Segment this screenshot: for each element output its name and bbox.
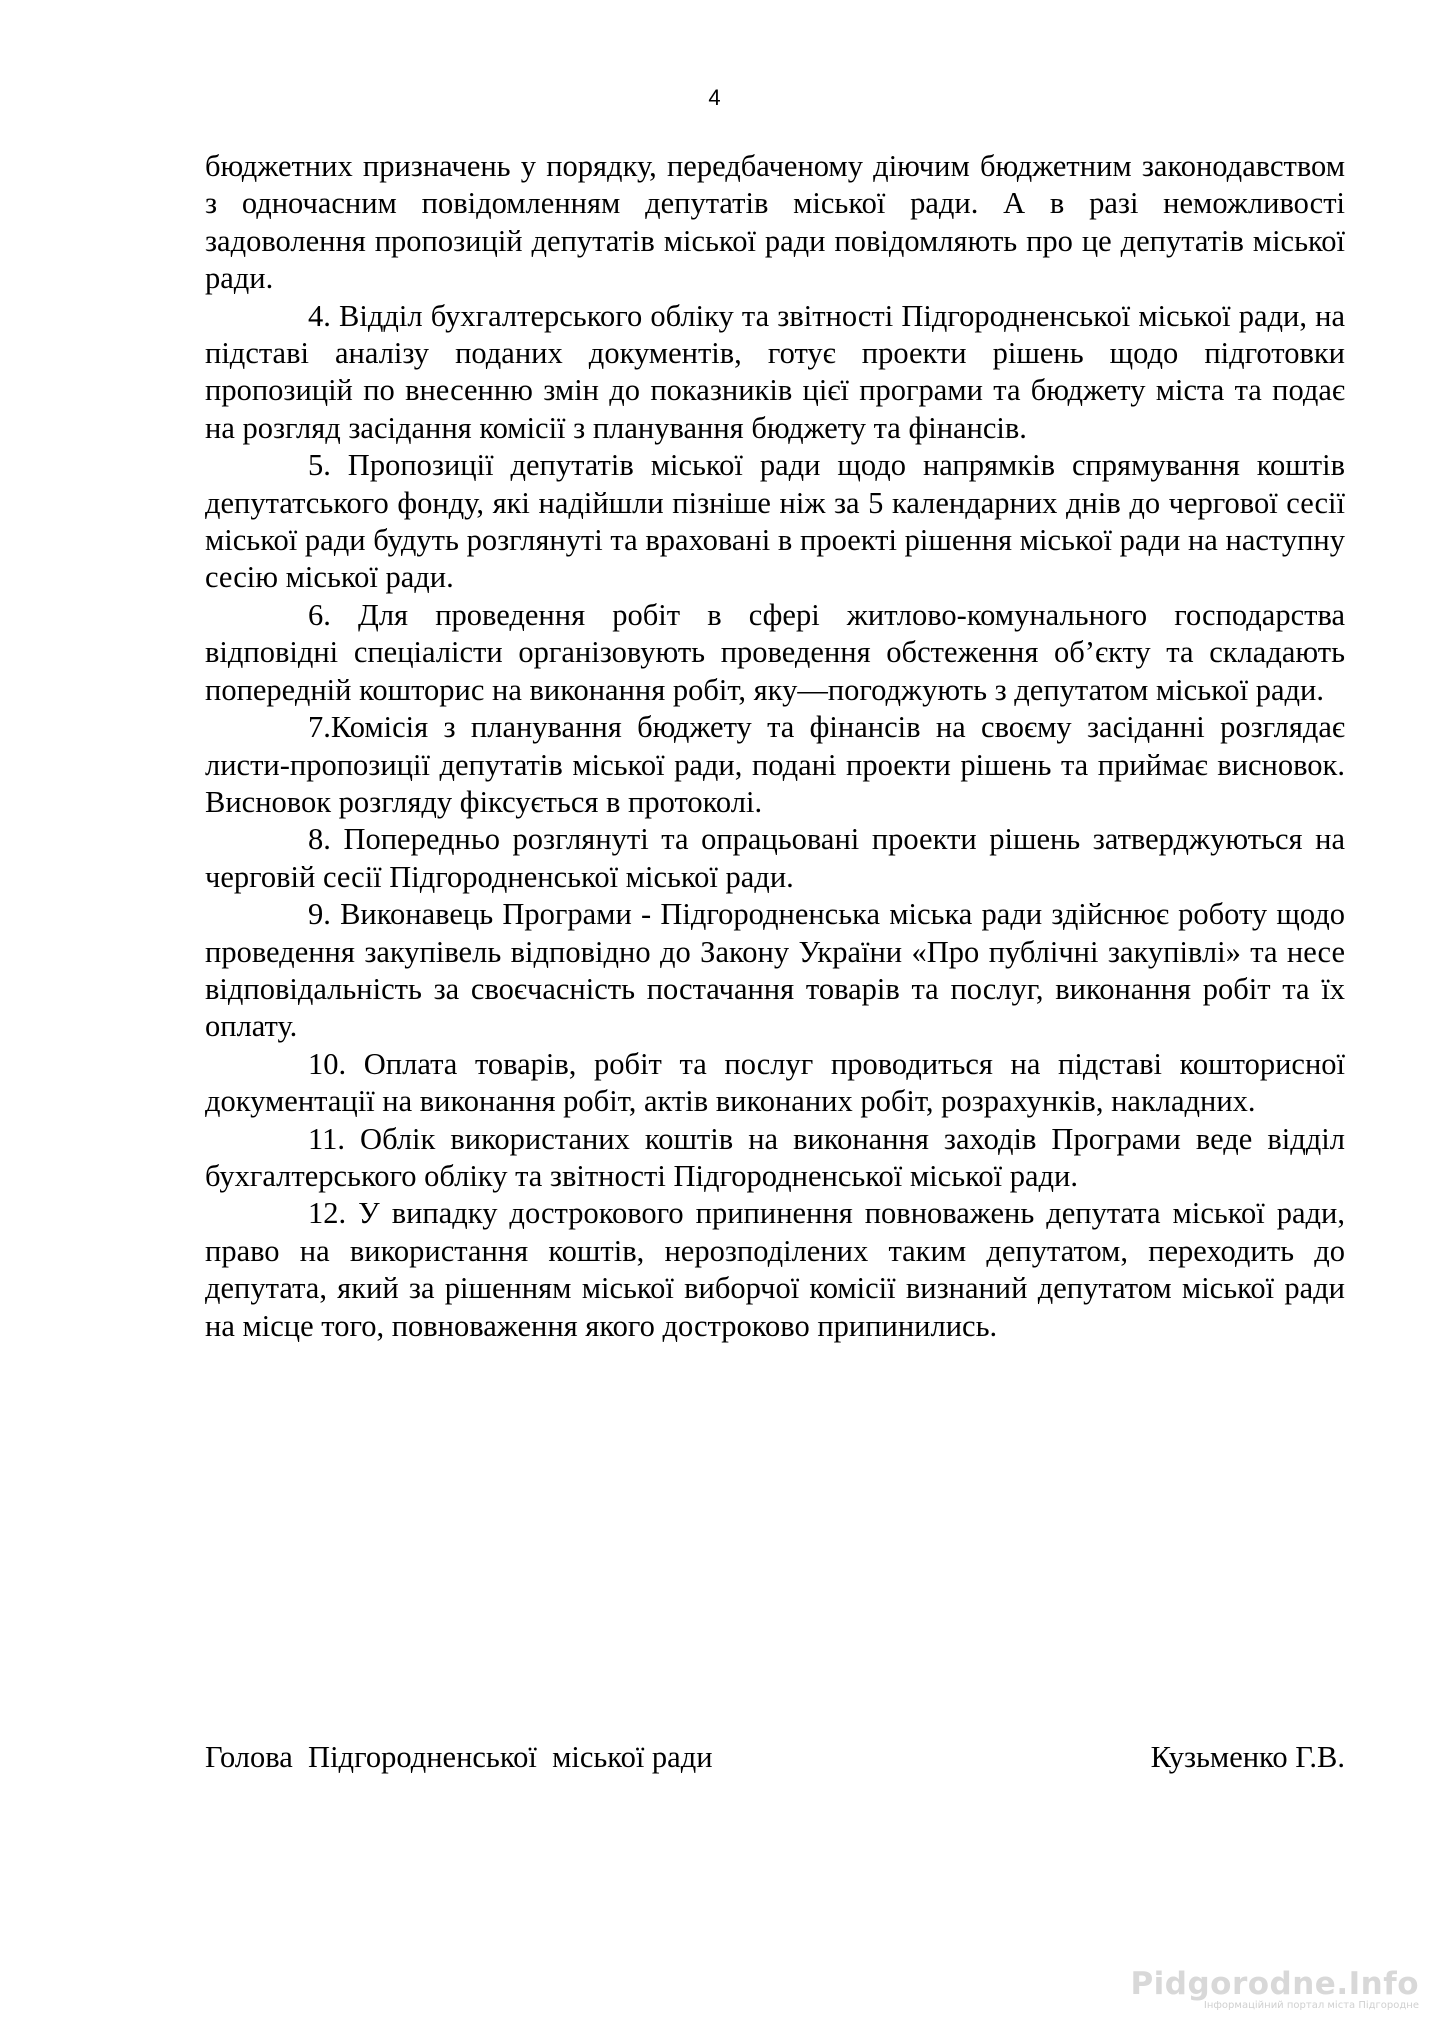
signatory-name: Кузьменко Г.В.	[1150, 1740, 1345, 1774]
paragraph-item-8: 8. Попередньо розглянуті та опрацьовані проекти рішень затверджуються на черговій сесії Підгородненської міської ради.	[205, 822, 1345, 894]
paragraph-item-5: 5. Пропозиції депутатів міської ради щодо напрямків спрямування коштів депутатського фонду, які надійшли пізніше ніж за 5 календарних днів до чергової сесії міської ради будуть розглянуті та враховані в проекті рішення міської ради на наступну сесію міської ради.	[205, 448, 1345, 595]
paragraph-item-9: 9. Виконавець Програми - Підгородненська міська ради здійснює роботу щодо проведення закупівель відповідно до Закону України «Про публічні закупівлі» та несе відповідальність за своєчасність постачання товарів та послуг, виконання робіт та їх оплату.	[205, 897, 1345, 1044]
paragraph-item-10: 10. Оплата товарів, робіт та послуг проводиться на підставі кошторисної документації на виконання робіт, актів виконаних робіт, розрахунків, накладних.	[205, 1046, 1345, 1119]
page-number: 4	[708, 85, 721, 110]
watermark-site-name: Pidgorodne.Info	[1130, 1966, 1419, 2002]
signatory-position: Голова Підгородненської міської ради	[205, 1740, 713, 1774]
site-watermark	[1130, 1968, 1419, 2012]
paragraph-continuation: бюджетних призначень у порядку, передбаченому діючим бюджетним законодавством з одночасним повідомленням депутатів міської ради. А в разі неможливості задоволення пропозицій депутатів міської ради повідомляють про це депутатів міської ради.	[205, 149, 1345, 296]
watermark-tagline: Інформаційний портал міста Підгородне	[1203, 2000, 1419, 2011]
document-body	[205, 148, 1345, 1345]
paragraph-item-11: 11. Облік використаних коштів на виконання заходів Програми веде відділ бухгалтерського обліку та звітності Підгородненської міської ради.	[205, 1121, 1345, 1193]
paragraph-item-6: 6. Для проведення робіт в сфері житлово-комунального господарства відповідні спеціалісти організовують проведення обстеження об’єкту та складають попередній кошторис на виконання робіт, яку—погоджують з депутатом міської ради.	[205, 597, 1345, 707]
paragraph-item-12: 12. У випадку дострокового припинення повноважень депутата міської ради, право на використання коштів, нерозподілених таким депутатом, переходить до депутата, який за рішенням міської виборчої комісії визнаний депутатом міської ради на місце того, повноваження якого достроково припинились.	[205, 1196, 1345, 1343]
paragraph-item-7: 7.Комісія з планування бюджету та фінансів на своєму засіданні розглядає листи-пропозиції депутатів міської ради, подані проекти рішень та приймає висновок. Висновок розгляду фіксується в протоколі.	[205, 710, 1345, 819]
paragraph-item-4: 4. Відділ бухгалтерського обліку та звітності Підгородненської міської ради, на підставі аналізу поданих документів, готує проекти рішень щодо підготовки пропозицій по внесенню змін до показників цієї програми та бюджету міста та подає на розгляд засідання комісії з планування бюджету та фінансів.	[205, 298, 1345, 445]
